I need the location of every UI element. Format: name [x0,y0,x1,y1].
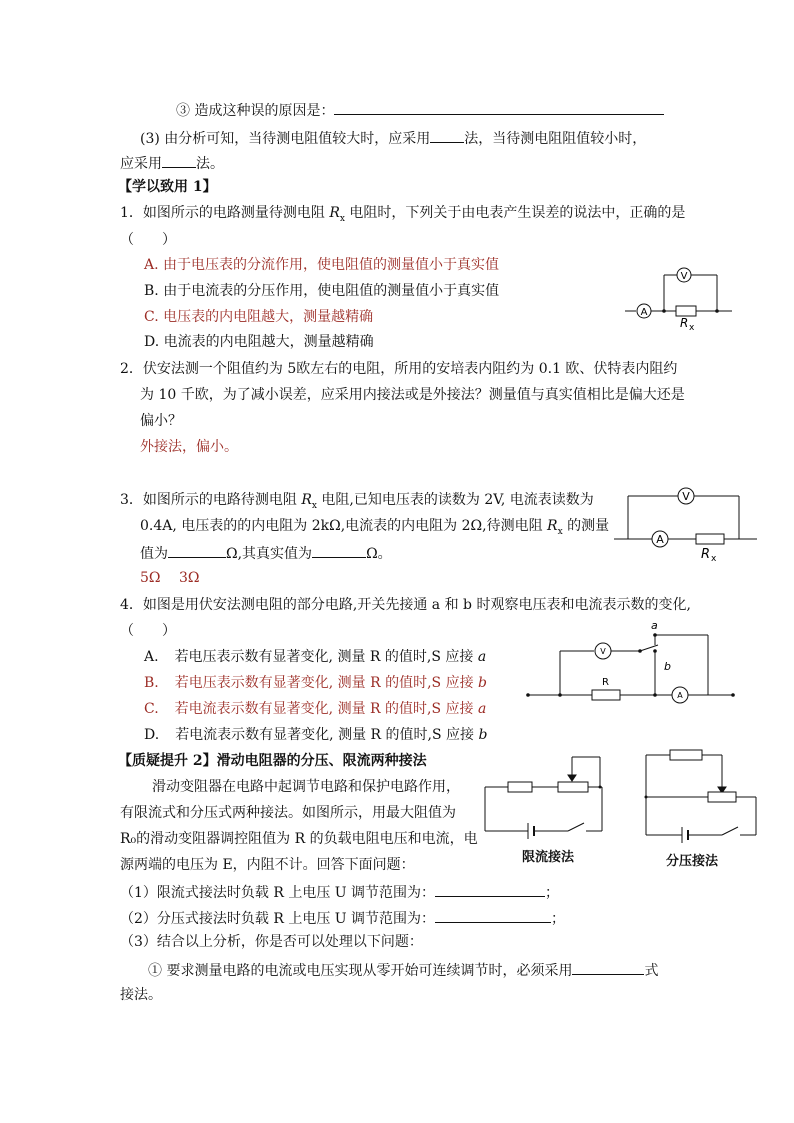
text-line: 应采用 法。 [120,152,224,174]
resistor-label: R [680,316,689,330]
question-1-stem: 1．如图所示的电路测量待测电阻 $R_x$ 电阻时，下列关于由电表产生误差的说法中，正确的是 [120,205,686,224]
resistor-subscript: x [711,554,717,564]
text-line [176,99,664,121]
current-limiting-caption: 限流接法 [522,850,575,865]
q1-circuit-diagram [620,262,740,334]
answer-blank[interactable] [334,99,664,115]
option-b[interactable]: B. 若电压表示数有显著变化, 测量 R 的值时,S 应接 b [144,675,488,691]
paragraph-line: 有限流式和分压式两种接法。如图所示，用最大阻值为 [120,805,456,821]
ammeter-label: A [656,533,664,546]
voltmeter-label: V [682,490,690,503]
subquestion-3-1-end: 接法。 [120,987,162,1003]
answer-blank[interactable] [435,881,545,897]
question-2-line: 2．伏安法测一个阻值约为 5欧左右的电阻，所用的安培表内阻约为 0.1 欧、伏特表内阻约 [120,361,678,377]
resistor-label: R [701,547,711,562]
option-b[interactable]: B. 由于电流表的分压作用，使电阻值的测量值小于真实值 [144,283,500,299]
subquestion-1: （1）限流式接法时负载 R 上电压 U 调节范围为： ； [120,881,559,903]
paragraph-line: R₀的滑动变阻器调控阻值为 R 的负载电阻电压和电流，电 [120,831,478,847]
option-c[interactable]: C. 电压表的内电阻越大，测量越精确 [144,309,374,325]
option-d[interactable]: D. 电流表的内电阻越大，测量越精确 [144,334,374,350]
answer-blank[interactable] [572,959,644,975]
resistor-label: R [602,677,609,688]
subquestion-2: （2）分压式接法时负载 R 上电压 U 调节范围为： ； [120,907,565,929]
question-3-answer: 5Ω 3Ω [140,570,200,586]
answer-paren: （ ） [120,623,176,639]
section-heading: 【学以致用 1】 [118,179,217,195]
section-heading: 【质疑提升 2】滑动电阻器的分压、限流两种接法 [118,753,427,769]
option-a[interactable]: A. 由于电压表的分流作用，使电阻值的测量值小于真实值 [144,257,500,273]
voltmeter-label: V [680,271,688,282]
answer-blank[interactable] [312,542,366,558]
node-b-label: b [664,660,671,673]
question-2-line: 偏小？ [140,413,182,429]
node-a-label: a [651,619,658,632]
answer-blank[interactable] [435,907,551,923]
paragraph-line: 源两端的电压为 E，内阻不计。回答下面问题： [120,857,415,873]
answer-blank[interactable] [162,152,196,168]
question-3-line: 0.4A, 电压表的的内电阻为 2kΩ,电流表的内电阻为 2Ω,待测电阻 $R_x$ 的测量 [140,518,610,537]
question-4-stem: 4．如图是用伏安法测电阻的部分电路,开关先接通 a 和 b 时观察电压表和电流表示数的变化, [120,597,691,613]
voltage-divider-caption: 分压接法 [666,854,719,869]
question-3-line: 3．如图所示的电路待测电阻 $R_x$ 电阻,已知电压表的读数为 2V, 电流表读数为 [120,492,594,511]
answer-blank[interactable] [168,542,226,558]
question-2-answer: 外接法，偏小。 [140,439,238,455]
resistor-subscript: x [689,323,695,333]
subquestion-3-1: ① 要求测量电路的电流或电压实现从零开始可连续调节时，必须采用 式 [148,959,658,981]
cause-question: ③ 造成这种误的原因是： [176,103,335,119]
subquestion-3: （3）结合以上分析，你是否可以处理以下问题： [120,934,423,950]
answer-paren: （ ） [120,232,176,248]
option-c[interactable]: C. 若电流表示数有显著变化, 测量 R 的值时,S 应接 a [144,701,487,717]
ammeter-label: A [677,691,683,700]
paragraph-line: 滑动变阻器在电路中起调节电路和保护电路作用， [152,779,460,795]
question-2-line: 为 10 千欧，为了减小误差，应采用内接法或是外接法？测量值与真实值相比是偏大还是 [140,387,685,403]
text-line: (3) 由分析可知，当待测电阻值较大时，应采用 法，当待测电阻阻值较小时， [140,127,646,149]
voltmeter-label: V [600,647,606,656]
ammeter-label: A [640,307,648,318]
option-d[interactable]: D. 若电流表示数有显著变化, 测量 R 的值时,S 应接 b [144,727,488,743]
question-3-line: 值为 Ω,其真实值为 Ω。 [140,542,392,564]
answer-blank[interactable] [430,127,464,143]
voltage-divider-circuit [630,745,770,865]
q4-circuit-diagram [528,615,738,705]
option-a[interactable]: A. 若电压表示数有显著变化, 测量 R 的值时,S 应接 a [144,649,487,665]
q3-circuit-diagram [612,484,762,562]
